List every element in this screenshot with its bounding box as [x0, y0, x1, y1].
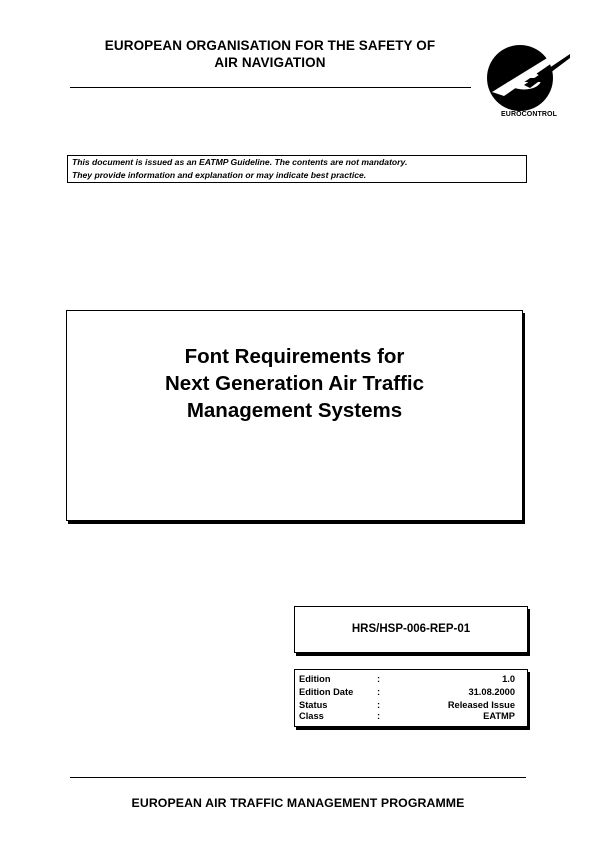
metadata-value: 1.0 [502, 674, 515, 684]
metadata-separator: : [377, 700, 381, 710]
organisation-title-line2: AIR NAVIGATION [214, 55, 326, 70]
metadata-separator: : [377, 687, 381, 697]
metadata-box [294, 669, 528, 727]
metadata-row-edition [299, 673, 515, 686]
document-title-line1: Font Requirements for [184, 345, 405, 368]
reference-box [294, 606, 528, 653]
metadata-value: EATMP [483, 711, 515, 721]
organisation-title-line1: EUROPEAN ORGANISATION FOR THE SAFETY OF [104, 38, 436, 53]
organisation-title [70, 37, 470, 71]
disclaimer-line2: They provide information and explanation or may indicate best practice. [72, 170, 367, 180]
document-title-line3: Management Systems [186, 399, 403, 422]
disclaimer-box [67, 155, 527, 183]
metadata-value: 31.08.2000 [468, 687, 515, 697]
title-box [66, 310, 523, 521]
metadata-row-edition-date [299, 686, 515, 699]
metadata-label: Edition Date [299, 687, 354, 697]
metadata-label: Status [299, 700, 328, 710]
metadata-value: Released Issue [447, 700, 515, 710]
footer-divider [70, 777, 526, 778]
logo-wordmark: EUROCONTROL [501, 111, 557, 118]
metadata-label: Class [299, 711, 324, 721]
document-reference: HRS/HSP-006-REP-01 [351, 623, 471, 635]
document-title [67, 343, 522, 424]
metadata-separator: : [377, 711, 381, 721]
document-title-line2: Next Generation Air Traffic [165, 372, 424, 395]
eurocontrol-logo-icon [484, 40, 572, 120]
disclaimer-line1: This document is issued as an EATMP Guideline. The contents are not mandatory. [72, 157, 408, 167]
metadata-row-class [299, 710, 515, 723]
programme-footer: EUROPEAN AIR TRAFFIC MANAGEMENT PROGRAMME [131, 796, 465, 810]
metadata-label: Edition [299, 674, 331, 684]
metadata-separator: : [377, 674, 381, 684]
header-divider [70, 87, 471, 88]
